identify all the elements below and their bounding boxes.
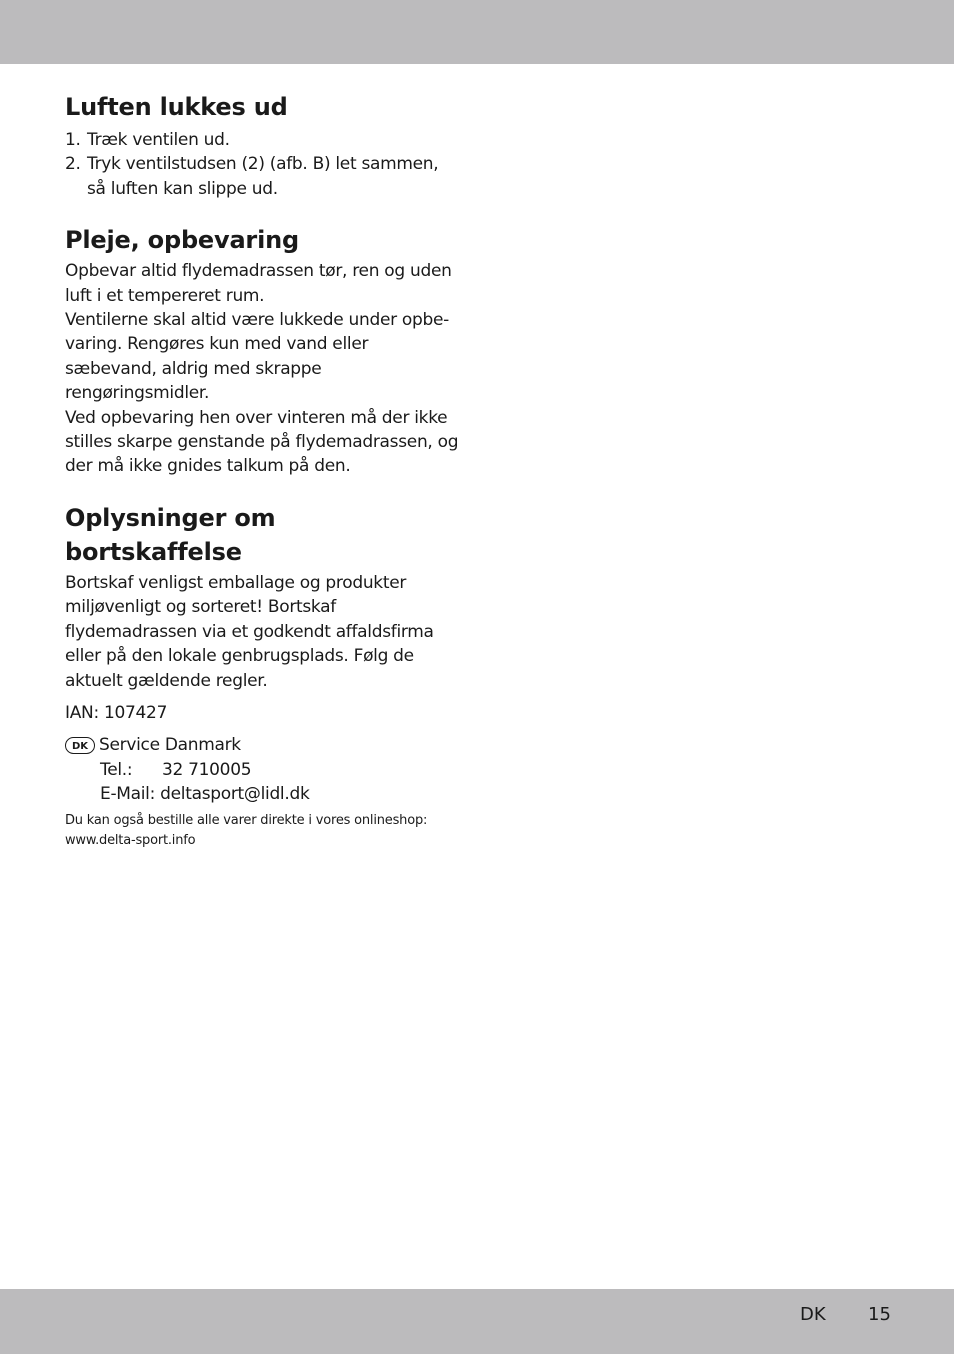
- disposal-paragraph: Bortskaf venligst emballage og produkter miljøvenligt og sorteret! Bortskaf flydemadrassen via et godkendt affaldsfirma eller på den lokale genbrugsplads. Følg de aktuelt gældende regler.: [65, 572, 434, 691]
- shop-note: Du kan også bestille alle varer direkte i vores onlineshop: www.delta-sport.info: [65, 811, 460, 851]
- footer-language: DK: [800, 1304, 826, 1325]
- shop-url: www.delta-sport.info: [65, 832, 196, 848]
- care-paragraph-2: Ventilerne skal altid være lukkede under opbe-varing. Rengøres kun med vand eller sæbevand, aldrig med skrappe rengøringsmidler.: [65, 310, 450, 404]
- section-title-bortskaffelse: Oplysninger om bortskaffelse: [65, 503, 276, 566]
- care-paragraph-1: Opbevar altid flydemadrassen tør, ren og uden luft i et tempereret rum.: [65, 261, 452, 306]
- deflate-steps: [65, 128, 460, 201]
- page-number: 15: [868, 1304, 891, 1325]
- dk-badge-icon: DK: [65, 737, 95, 754]
- header-bar: [0, 0, 954, 64]
- list-item: 2. Tryk ventilstudsen (2) (afb. B) let sammen, så luften kan slippe ud.: [65, 154, 439, 199]
- service-name: Service Danmark: [99, 735, 241, 756]
- service-block: [65, 733, 460, 806]
- section-title-luften: Luften lukkes ud: [65, 93, 288, 121]
- section-title-pleje: Pleje, opbevaring: [65, 226, 299, 255]
- ian-number: IAN: 107427: [65, 702, 168, 723]
- care-paragraph-3: Ved opbevaring hen over vinteren må der ikke stilles skarpe genstande på flydemadrassen, og der må ikke gnides talkum på den.: [65, 407, 459, 477]
- service-email: E-Mail: deltasport@lidl.dk: [100, 784, 310, 805]
- page-content: [65, 90, 460, 851]
- tel-number: 32 710005: [162, 759, 252, 780]
- list-item: 1. Træk ventilen ud.: [65, 130, 230, 150]
- tel-label: Tel.:: [100, 759, 133, 780]
